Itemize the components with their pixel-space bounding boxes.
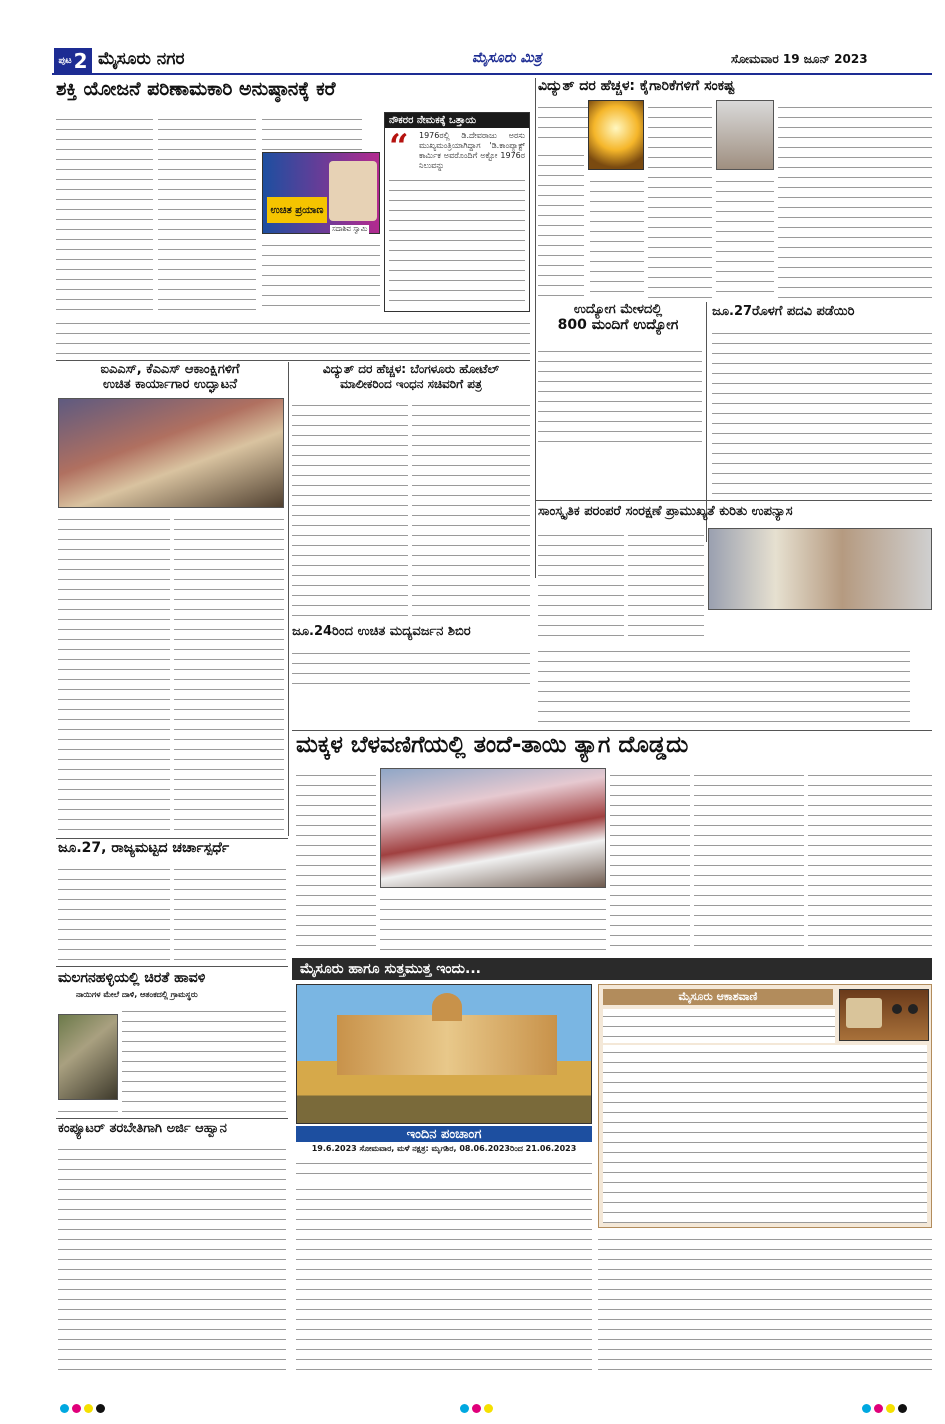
article-power-col2: [648, 100, 712, 298]
article-shakti-bottom: [56, 316, 530, 356]
article-debate-col1: [58, 862, 170, 962]
panchanga-details: [296, 1156, 592, 1178]
radio-title: ಮೈಸೂರು ಆಕಾಶವಾಣಿ: [603, 989, 833, 1005]
page-number-badge: ಪುಟ 2: [54, 48, 92, 74]
section-title: ಮೈಸೂರು ನಗರ: [98, 49, 185, 69]
magenta-dot-3: [874, 1404, 883, 1413]
dog-attack-photo: [58, 1014, 118, 1100]
article-ias-col1: [58, 512, 170, 834]
article-parents-col2: [610, 768, 690, 954]
article-jobs-body: [538, 344, 702, 444]
panchanga-title: ಇಂದಿನ ಪಂಚಾಂಗ: [296, 1126, 592, 1142]
article-culture-col2: [628, 528, 704, 640]
headline-shakti: ಶಕ್ತಿ ಯೋಜನೆ ಪರಿಣಾಮಕಾರಿ ಅನುಷ್ಠಾನಕ್ಕೆ ಕರೆ: [56, 78, 336, 100]
today-events-list: [296, 1182, 592, 1370]
photo-caption: ಸದಾಶಿವ ಸ್ವಾಮಿ: [332, 225, 368, 233]
culture-lecture-photo: [708, 528, 932, 610]
headline-jobs-1: ಉದ್ಯೋಗ ಮೇಳದಲ್ಲಿ: [573, 302, 663, 317]
quote-body: [389, 173, 525, 309]
radio-knob-2: [908, 1004, 918, 1014]
mysore-palace-photo: [296, 984, 592, 1124]
article-parents-col1: [296, 768, 376, 954]
article-shakti-col1: [56, 112, 153, 312]
quote-box: [384, 112, 530, 312]
headline-hotel-1: ವಿದ್ಯುತ್ ದರ ಹೆಚ್ಚಳ: ಬೆಂಗಳೂರು ಹೋಟೆಲ್: [322, 362, 500, 376]
quote-text: 1976ರಲ್ಲಿ ಡಿ.ದೇವರಾಜು ಅರಸು ಮುಖ್ಯಮಂತ್ರಿಯಾಗಿದ್ದಾಗ 'ಡಿ.ಕಾಂಪ್ಯಾಕ್ಟ್ ಕಾರ್ಮಿಕ ಅವರೊಂದಿಗೆ ಅಕ್ಟೋ 1976ರ ನಿಲುವನ್ನು: [419, 131, 525, 170]
article-power-col4: [778, 100, 932, 298]
palace-building: [337, 1015, 557, 1075]
article-power-col1c: [590, 174, 644, 298]
headline-hotel-2: ಮಾಲೀಕರಿಂದ ಇಂಧನ ಸಚಿವರಿಗೆ ಪತ್ರ: [340, 377, 482, 391]
magenta-dot: [72, 1404, 81, 1413]
black-dot-3: [898, 1404, 907, 1413]
headline-ias-1: ಐಎಎಸ್, ಕೆಎಎಸ್ ಆಕಾಂಕ್ಷಿಗಳಿಗೆ: [100, 362, 240, 377]
article-leopard-body: [122, 1004, 286, 1114]
radio-dial: [846, 998, 882, 1028]
radio-box: [598, 984, 932, 1228]
article-computer-body: [58, 1142, 286, 1370]
article-hotel-col1: [292, 398, 408, 620]
headline-debate: ಜೂ.27, ರಾಜ್ಯಮಟ್ಟದ ಚರ್ಚಾಸ್ಪರ್ಧೆ: [58, 840, 230, 856]
article-leopard-tail: [58, 1104, 118, 1114]
column-divider: [535, 78, 536, 578]
row-rule-4: [56, 838, 288, 839]
radio-icon: [839, 989, 929, 1041]
light-bulb-photo: [588, 100, 644, 170]
headline-computer: ಕಂಪ್ಯೂಟರ್ ತರಬೇತಿಗಾಗಿ ಅರ್ಜಿ ಆಹ್ವಾನ: [58, 1121, 227, 1136]
portrait-photo: [716, 100, 774, 170]
column-divider-3: [288, 362, 289, 836]
hotel-headline-block: [292, 362, 530, 392]
article-parents-col4: [808, 768, 932, 954]
photo-caption-parents: [380, 892, 606, 954]
headline-graduation: ಜೂ.27ರೊಳಗೆ ಪದವಿ ಪಡೆಯಿರಿ: [712, 304, 855, 319]
article-debate-col2: [174, 862, 286, 962]
cyan-dot-3: [862, 1404, 871, 1413]
article-power-col1b: [538, 148, 584, 298]
row-rule-5: [56, 966, 288, 967]
subhead-leopard: ನಾಯಿಗಳ ಮೇಲೆ ದಾಳಿ, ಆತಂಕದಲ್ಲಿ ಗ್ರಾಮಸ್ಥರು: [76, 990, 198, 999]
headline-jobs-2: 800 ಮಂದಿಗೆ ಉದ್ಯೋಗ: [557, 317, 679, 333]
magenta-dot-2: [472, 1404, 481, 1413]
row-rule-3: [292, 730, 932, 731]
yellow-dot: [84, 1404, 93, 1413]
quote-head: ನೌಕರರ ನೇಮಕಕ್ಕೆ ಒತ್ತಾಯ: [385, 113, 529, 128]
jobs-headline-block: [538, 302, 698, 342]
headline-parents: ಮಕ್ಕಳ ಬೆಳವಣಿಗೆಯಲ್ಲಿ ತಂದೆ-ತಾಯಿ ತ್ಯಾಗ ದೊಡ್ಡದು: [296, 732, 689, 758]
headline-deaddiction: ಜೂ.24ರಿಂದ ಉಚಿತ ಮದ್ಯವರ್ಜನ ಶಿಬಿರ: [292, 624, 471, 639]
article-culture-col1: [538, 528, 624, 640]
article-deaddiction-body: [292, 646, 530, 686]
ias-headline-block: [56, 362, 284, 392]
article-shakti-col3: [262, 112, 362, 150]
issue-date: ಸೋಮವಾರ 19 ಜೂನ್ 2023: [731, 52, 868, 66]
radio-knob: [892, 1004, 902, 1014]
headline-leopard: ಮಲಗನಹಳ್ಳಿಯಲ್ಲಿ ಚಿರತೆ ಹಾವಳಿ: [58, 970, 206, 986]
radio-schedule-1: [603, 1009, 835, 1043]
yellow-dot-3: [886, 1404, 895, 1413]
paper-name: ಮೈಸೂರು ಮಿತ್ರ: [472, 50, 542, 66]
header-rule: [52, 73, 932, 75]
article-power-col3: [716, 174, 774, 298]
article-ias-col2: [174, 512, 284, 834]
today-band: ಮೈಸೂರು ಹಾಗೂ ಸುತ್ತಮುತ್ತ ಇಂದು...: [292, 958, 932, 980]
today-events-list-2: [598, 1232, 932, 1370]
article-parents-col3: [694, 768, 804, 954]
article-culture-body: [538, 644, 910, 728]
shakti-scheme-photo: [262, 152, 380, 234]
cyan-dot-2: [460, 1404, 469, 1413]
row-rule-2: [536, 500, 932, 501]
headline-power-tariff: ವಿದ್ಯುತ್ ದರ ಹೆಚ್ಚಳ: ಕೈಗಾರಿಕೆಗಳಿಗೆ ಸಂಕಷ್ಟ: [538, 78, 735, 94]
article-graduation-body: [712, 326, 932, 496]
black-dot: [96, 1404, 105, 1413]
portrait: [329, 161, 377, 221]
radio-schedule-2: [603, 1045, 927, 1223]
palace-dome: [432, 993, 462, 1021]
cyan-dot: [60, 1404, 69, 1413]
quote-mark-icon: “: [389, 127, 409, 167]
headline-culture: ಸಾಂಸ್ಕೃತಿಕ ಪರಂಪರೆ ಸಂರಕ್ಷಣೆ ಪ್ರಾಮುಖ್ಯತೆ ಕುರಿತು ಉಪನ್ಯಾಸ: [538, 504, 793, 519]
ias-workshop-photo: [58, 398, 284, 508]
headline-ias-2: ಉಚಿತ ಕಾರ್ಯಾಗಾರ ಉದ್ಘಾಟನೆ: [102, 377, 238, 392]
yellow-dot-2: [484, 1404, 493, 1413]
parents-event-photo: [380, 768, 606, 888]
panchanga-line1: 19.6.2023 ಸೋಮವಾರ, ಮಳೆ ನಕ್ಷತ್ರ: ಮೃಗಶಿರ, 08.06.2023ರಿಂದ 21.06.2023: [311, 1144, 577, 1153]
article-shakti-col3b: [262, 238, 380, 312]
free-travel-banner: ಉಚಿತ ಪ್ರಯಾಣ: [267, 197, 327, 223]
row-rule-6: [56, 1118, 288, 1119]
article-hotel-col2: [412, 398, 530, 620]
article-shakti-col2: [158, 112, 256, 312]
row-rule: [56, 360, 530, 361]
